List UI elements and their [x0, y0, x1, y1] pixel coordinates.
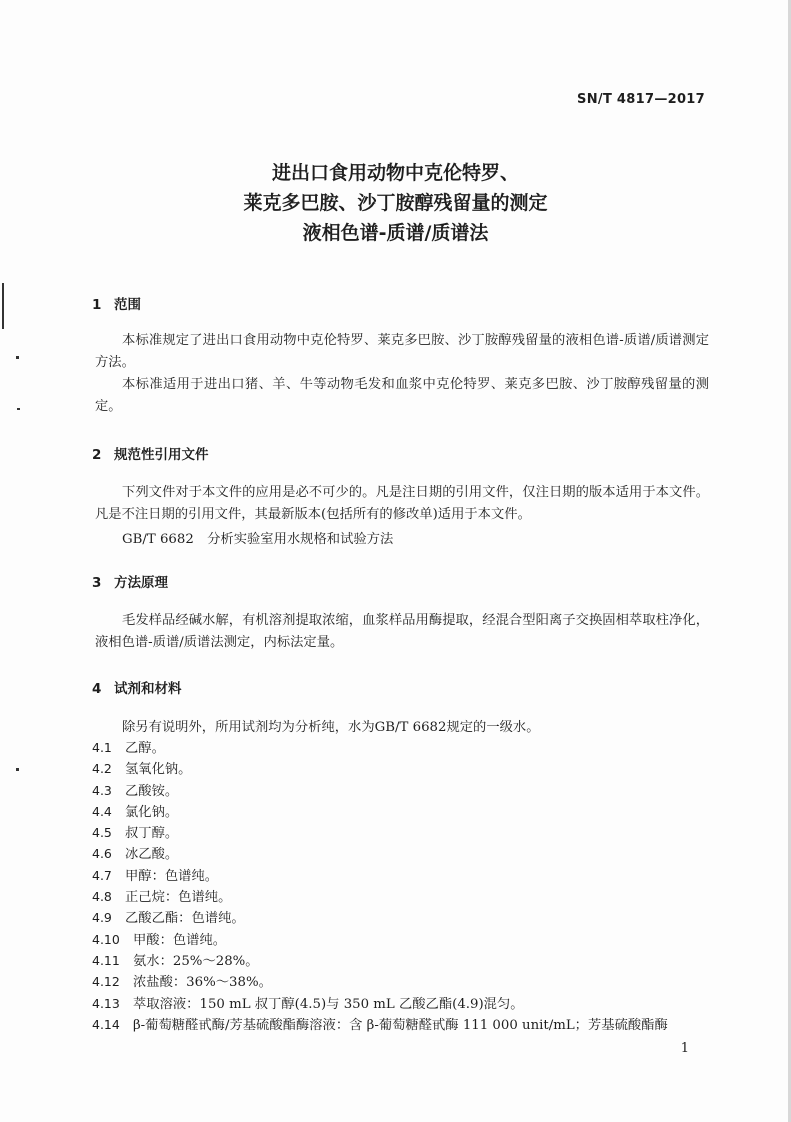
section-heading [92, 293, 141, 313]
item-text: 叔丁醇。 [125, 826, 179, 842]
section-title: 方法原理 [114, 575, 168, 591]
list-item [92, 950, 722, 971]
item-number: 4.10 [92, 931, 120, 947]
list-item [92, 886, 722, 907]
title-line: 液相色谱-质谱/质谱法 [302, 222, 489, 244]
item-number: 4.8 [92, 889, 112, 905]
section-heading [92, 677, 182, 697]
item-text: 甲醇：色谱纯。 [125, 868, 219, 884]
section-title: 范围 [114, 297, 141, 313]
paragraph: 下列文件对于本文件的应用是必不可少的。凡是注日期的引用文件，仅注日期的版本适用于本文件。凡是不注日期的引用文件，其最新版本(包括所有的修改单)适用于本文件。 [95, 485, 709, 522]
item-text: 浓盐酸：36%～38%。 [133, 975, 272, 991]
list-item [92, 865, 722, 886]
item-number: 4.3 [92, 782, 112, 798]
scan-mark [16, 768, 19, 771]
document-title [0, 158, 791, 248]
list-item [92, 993, 722, 1014]
item-text: 萃取溶液：150 mL 叔丁醇(4.5)与 350 mL 乙酸乙酯(4.9)混匀。 [133, 996, 524, 1012]
item-number: 4.6 [92, 846, 112, 862]
item-number: 4.2 [92, 761, 112, 777]
section-number: 4 [92, 681, 102, 697]
section-number: 3 [92, 575, 102, 591]
item-text: 氨水：25%～28%。 [133, 953, 259, 969]
item-number: 4.13 [92, 995, 120, 1011]
page-number: 1 [680, 1041, 689, 1056]
item-text: 正己烷：色谱纯。 [125, 890, 232, 906]
paragraph: 本标准规定了进出口食用动物中克伦特罗、莱克多巴胺、沙丁胺醇残留量的液相色谱-质谱/质谱测定方法。 [95, 333, 709, 370]
list-item [92, 801, 722, 822]
item-text: 氯化钠。 [125, 804, 179, 820]
list-item [92, 1014, 722, 1035]
section-title: 试剂和材料 [114, 681, 182, 697]
reagent-list [92, 737, 722, 1035]
list-item [92, 780, 722, 801]
list-item [92, 907, 722, 928]
list-item [92, 758, 722, 779]
section-number: 2 [92, 447, 102, 463]
scan-mark [17, 408, 20, 410]
item-text: 氢氧化钠。 [125, 762, 192, 778]
item-text: 冰乙酸。 [125, 847, 179, 863]
list-item [92, 822, 722, 843]
section-title: 规范性引用文件 [114, 447, 209, 463]
item-number: 4.9 [92, 910, 112, 926]
scan-mark [2, 283, 4, 329]
item-text: 乙酸铵。 [125, 783, 179, 799]
item-text: 乙醇。 [125, 741, 165, 756]
item-number: 4.1 [92, 740, 112, 755]
list-item [92, 971, 722, 992]
item-number: 4.12 [92, 974, 120, 990]
item-number: 4.7 [92, 867, 112, 883]
item-text: 乙酸乙酯：色谱纯。 [125, 911, 245, 927]
paragraph: 本标准适用于进出口猪、羊、牛等动物毛发和血浆中克伦特罗、莱克多巴胺、沙丁胺醇残留量的测定。 [95, 377, 709, 414]
title-line: 莱克多巴胺、沙丁胺醇残留量的测定 [243, 192, 548, 214]
paragraph: 毛发样品经碱水解，有机溶剂提取浓缩，血浆样品用酶提取，经混合型阳离子交换固相萃取柱净化，液相色谱-质谱/质谱法测定，内标法定量。 [95, 613, 709, 650]
list-item [92, 843, 722, 864]
item-text: β-葡萄糖醛甙酶/芳基硫酸酯酶溶液：含 β-葡萄糖醛甙酶 111 000 unit/mL；芳基硫酸酯酶 [133, 1017, 668, 1033]
standard-code: SN/T 4817—2017 [577, 92, 705, 107]
section-heading [92, 571, 168, 591]
list-item [92, 737, 722, 758]
item-number: 4.14 [92, 1016, 120, 1032]
item-text: 甲酸：色谱纯。 [133, 932, 227, 948]
section-heading [92, 443, 209, 463]
item-number: 4.11 [92, 952, 120, 968]
section-number: 1 [92, 297, 102, 313]
scan-mark [16, 356, 19, 359]
list-item [92, 929, 722, 950]
section-intro: 除另有说明外，所用试剂均为分析纯，水为GB/T 6682规定的一级水。 [122, 720, 540, 735]
item-number: 4.5 [92, 825, 112, 841]
title-line: 进出口食用动物中克伦特罗、 [271, 162, 519, 184]
item-number: 4.4 [92, 803, 112, 819]
normative-reference: GB/T 6682 分析实验室用水规格和试验方法 [122, 532, 394, 547]
